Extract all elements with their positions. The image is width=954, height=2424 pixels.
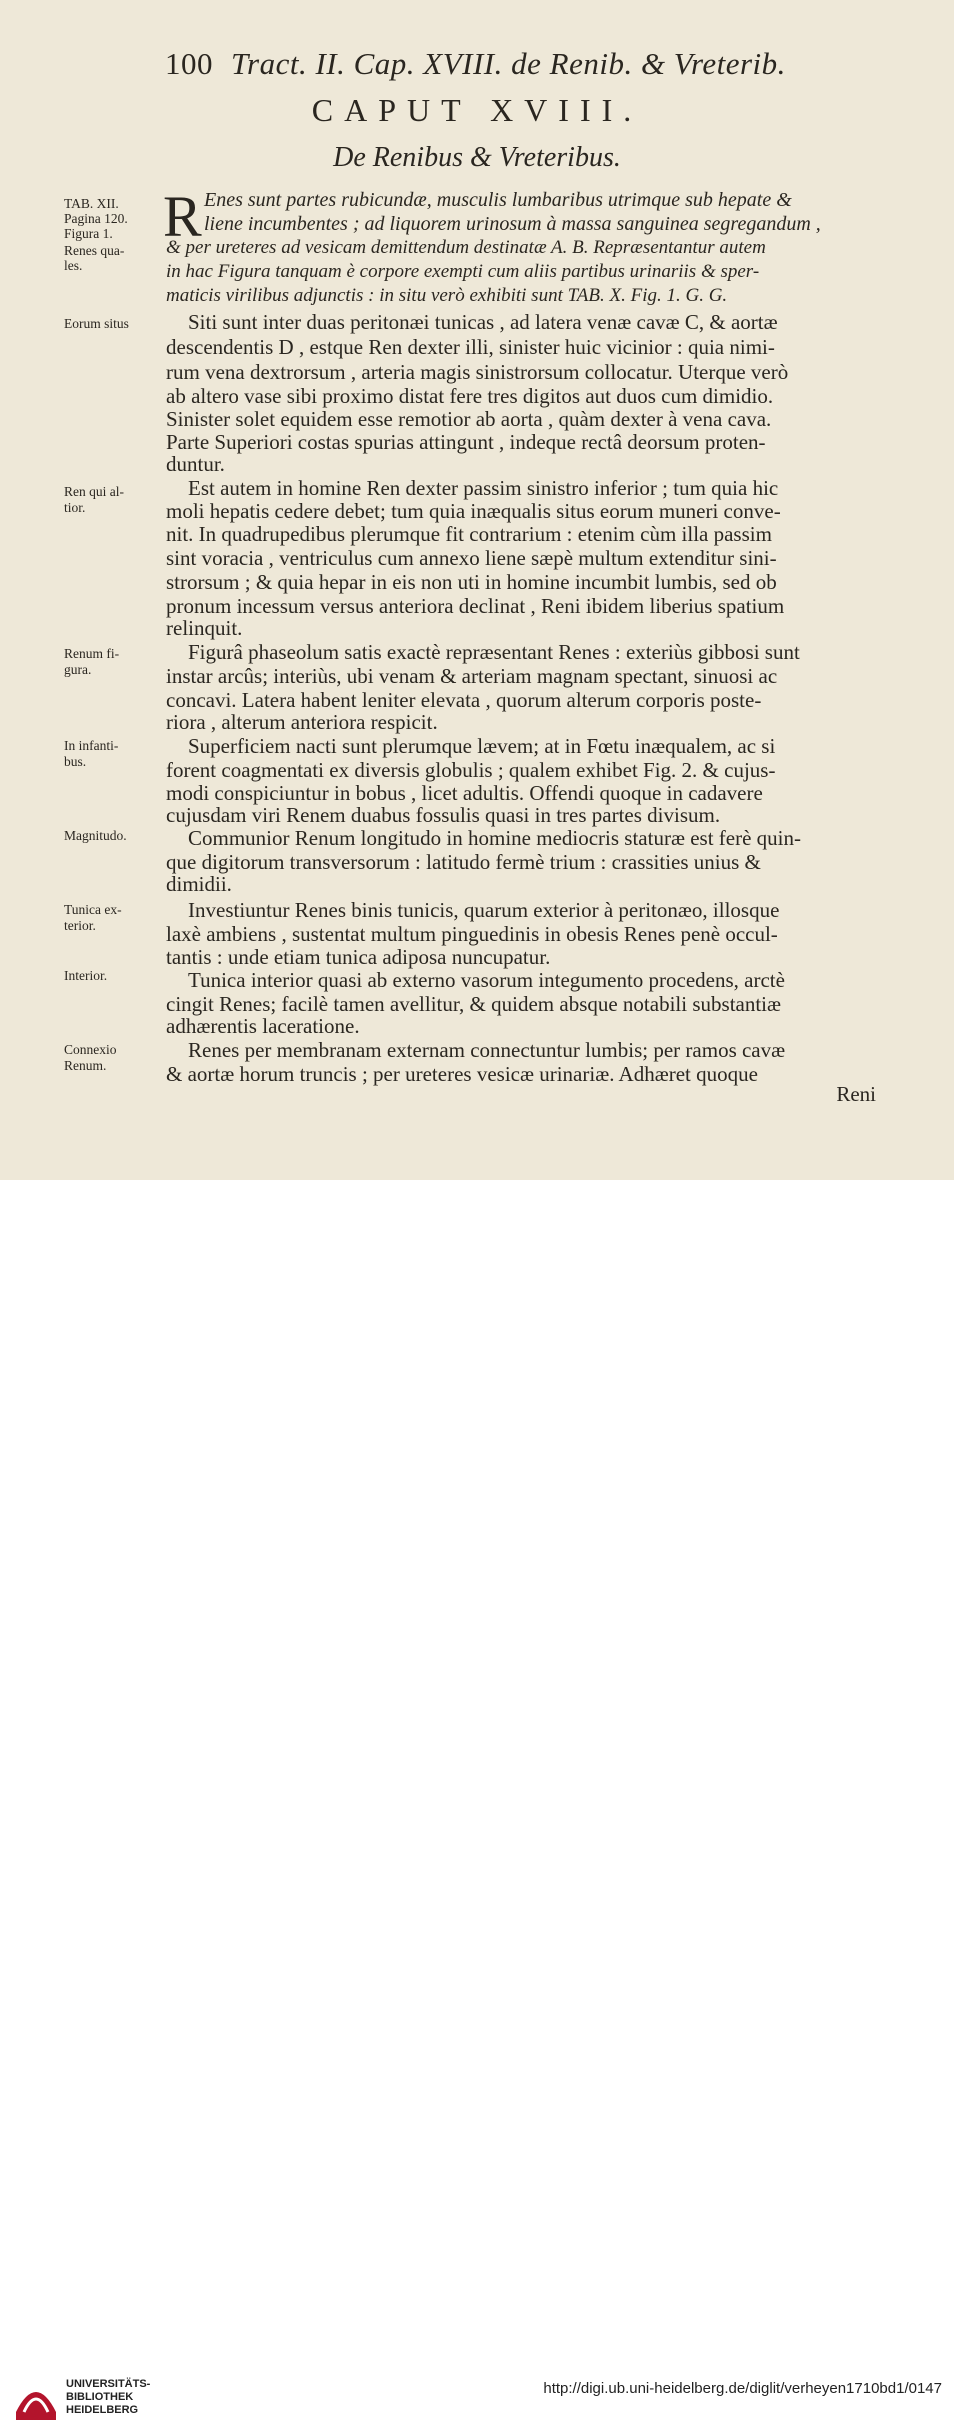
text-line: concavi. Latera habent leniter elevata , quorum alterum corporis poste- — [166, 688, 762, 712]
margin-note: bus. — [64, 754, 87, 769]
text-line: liene incumbentes ; ad liquorem urinosum à massa sanguinea segregandum , — [204, 213, 821, 235]
library-name — [66, 2378, 150, 2417]
text-line: sint voracia , ventriculus cum annexo liene sæpè multum extenditur sini- — [166, 546, 777, 570]
library-line: UNIVERSITÄTS- — [66, 2378, 151, 2390]
text-line: & per ureteres ad vesicam demittendum destinatæ A. B. Repræsentantur autem — [166, 237, 766, 258]
text-line: Enes sunt partes rubicundæ, musculis lumbaribus utrimque sub hepate & — [204, 189, 792, 211]
text-line: descendentis D , estque Ren dexter illi, sinister huic vicinior : quia nimi- — [166, 335, 775, 359]
margin-note: Renum fi- — [64, 646, 120, 661]
text-line: in hac Figura tanquam è corpore exempti cum aliis partibus urinariis & sper- — [166, 261, 760, 282]
text-line: moli hepatis cedere debet; tum quia inæqualis situs eorum muneri conve- — [166, 499, 781, 523]
text-line: Siti sunt inter duas peritonæi tunicas , ad latera venæ cavæ C, & aortæ — [188, 310, 778, 334]
text-line: rum vena dextrorsum , arteria magis sinistrorsum collocatur. Uterque verò — [166, 360, 789, 384]
text-line: Renes per membranam externam connectuntur lumbis; per ramos cavæ — [188, 1038, 786, 1062]
text-line: adhærentis laceratione. — [166, 1014, 360, 1038]
page-number: 100 — [165, 46, 213, 81]
chapter-subtitle: De Renibus & Vreteribus. — [333, 142, 621, 173]
text-line: duntur. — [166, 452, 225, 476]
viewer-footer — [0, 1180, 954, 2416]
margin-note: TAB. XII. — [64, 196, 119, 211]
running-title: Tract. II. Cap. XVIII. de Renib. & Vreterib. — [231, 46, 786, 81]
text-line: Superficiem nacti sunt plerumque lævem; at in Fœtu inæqualem, ac si — [188, 734, 776, 758]
margin-note: Figura 1. — [64, 226, 113, 241]
margin-note: Eorum situs — [64, 316, 129, 331]
text-line: forent coagmentati ex diversis globulis ; qualem exhibet Fig. 2. & cujus- — [166, 758, 776, 782]
text-line: Communior Renum longitudo in homine mediocris staturæ est ferè quin- — [188, 826, 801, 850]
drop-cap: R — [163, 184, 202, 249]
library-logo-icon — [12, 2372, 60, 2424]
text-line: cujusdam viri Renem duabus fossulis quasi in tres partes divisum. — [166, 803, 721, 827]
text-line: Tunica interior quasi ab externo vasorum integumento procedens, arctè — [188, 968, 785, 992]
text-line: ab altero vase sibi proximo distat fere tres digitos aut duos cum dimidio. — [166, 384, 774, 408]
text-line: riora , alterum anteriora respicit. — [166, 710, 438, 734]
margin-note: Connexio — [64, 1042, 117, 1057]
running-head — [165, 46, 885, 82]
library-line: BIBLIOTHEK — [66, 2391, 134, 2403]
text-line: tantis : unde etiam tunica adiposa nuncupatur. — [166, 945, 551, 969]
text-line: strorsum ; & quia hepar in eis non uti in homine incumbit lumbis, sed ob — [166, 570, 777, 594]
text-line: laxè ambiens , sustentat multum pinguedinis in obesis Renes penè occul- — [166, 922, 778, 946]
text-line: nit. In quadrupedibus plerumque fit contrarium : etenim cùm illa passim — [166, 522, 772, 546]
margin-note: Tunica ex- — [64, 902, 122, 917]
text-line: instar arcûs; interiùs, ubi venam & arteriam magnam spectant, sinuosi ac — [166, 664, 778, 688]
text-line: maticis virilibus adjunctis : in situ verò exhibiti sunt TAB. X. Fig. 1. G. G. — [166, 285, 728, 306]
text-line: relinquit. — [166, 616, 243, 640]
margin-note: Interior. — [64, 968, 108, 983]
text-line: Sinister solet equidem esse remotior ab aorta , quàm dexter à vena cava. — [166, 407, 772, 431]
text-line: Parte Superiori costas spurias attingunt , indeque rectâ deorsum proten- — [166, 430, 766, 454]
scanned-page — [0, 0, 954, 1180]
margin-note: les. — [64, 258, 83, 273]
margin-note: In infanti- — [64, 738, 119, 753]
text-line: dimidii. — [166, 872, 232, 896]
catchword: Reni — [836, 1082, 876, 1106]
text-line: cingit Renes; facilè tamen avellitur, & quidem absque notabili substantiæ — [166, 992, 782, 1016]
text-line: que digitorum transversorum : latitudo fermè trium : crassities unius & — [166, 850, 761, 874]
margin-note: tior. — [64, 500, 86, 515]
text-line: modi conspiciuntur in bobus , licet adultis. Offendi quoque in cadavere — [166, 781, 763, 805]
margin-note: Magnitudo. — [64, 828, 127, 843]
library-line: HEIDELBERG — [66, 2404, 139, 2416]
margin-note: Pagina 120. — [64, 211, 128, 226]
margin-note: Ren qui al- — [64, 484, 124, 499]
margin-note: Renum. — [64, 1058, 107, 1073]
permalink-url[interactable]: http://digi.ub.uni-heidelberg.de/diglit/verheyen1710bd1/0147 — [543, 2380, 942, 2397]
text-line: Est autem in homine Ren dexter passim sinistro inferior ; tum quia hic — [188, 476, 779, 500]
margin-note: terior. — [64, 918, 96, 933]
chapter-title: CAPUT XVIII. — [311, 92, 643, 128]
text-line: & aortæ horum truncis ; per ureteres vesicæ urinariæ. Adhæret quoque — [166, 1062, 758, 1086]
text-line: pronum incessum versus anteriora declinat , Reni ibidem liberius spatium — [166, 594, 785, 618]
text-line: Investiuntur Renes binis tunicis, quarum exterior à peritonæo, illosque — [188, 898, 780, 922]
margin-note: gura. — [64, 662, 92, 677]
text-line: Figurâ phaseolum satis exactè repræsentant Renes : exteriùs gibbosi sunt — [188, 640, 800, 664]
margin-note: Renes qua- — [64, 243, 125, 258]
